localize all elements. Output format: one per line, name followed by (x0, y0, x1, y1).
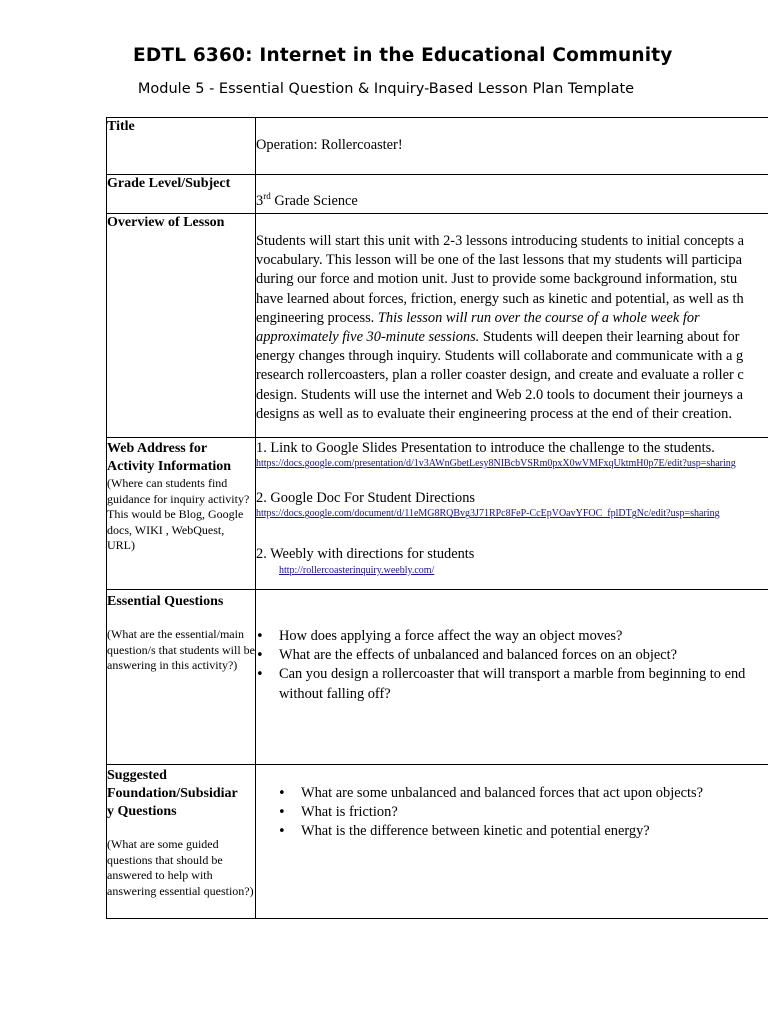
row-label-essential: Essential Questions (107, 594, 224, 609)
value-cell (256, 214, 768, 438)
label-cell (107, 118, 256, 175)
weebly-link[interactable]: http://rollercoasterinquiry.weebly.com/ (279, 564, 435, 576)
google-doc-link[interactable]: https://docs.google.com/document/d/11eMG8RQBvg3J71RPc8FeP-CcEpVOavYFOC_fplDTgNc/edit?usp=sharing (256, 508, 720, 520)
foundation-question: • What is the difference between kinetic and potential energy? (278, 822, 768, 841)
essential-question (256, 665, 768, 703)
essential-question: • How does applying a force affect the way an object moves? (256, 627, 768, 646)
row-label-grade: Grade Level/Subject (107, 176, 231, 191)
document-title: EDTL 6360: Internet in the Educational Community (133, 45, 673, 66)
label-cell (107, 590, 256, 765)
overview-line (256, 328, 768, 347)
value-cell (256, 438, 768, 590)
row-label-overview: Overview of Lesson (107, 215, 225, 230)
overview-line: have learned about forces, friction, energy such as kinetic and potential, as well as th (256, 290, 744, 307)
overview-line: vocabulary. This lesson will be one of the last lessons that my students will participa (256, 252, 742, 269)
overview-line: design. Students will use the internet and Web 2.0 tools to document their journeys a (256, 386, 743, 403)
label-cell (107, 175, 256, 214)
foundation-question: • What is friction? (278, 803, 768, 822)
grade-number: 3 (256, 193, 264, 209)
row-foundation-questions (107, 765, 768, 919)
value-cell (256, 590, 768, 765)
label-cell (107, 438, 256, 590)
overview-segment: engineering process. (256, 309, 378, 326)
question-line: Can you design a rollercoaster that will transport a marble from beginning to end (279, 666, 746, 683)
row-essential-questions (107, 590, 768, 765)
row-web-address (107, 438, 768, 590)
lesson-plan-table (106, 117, 768, 919)
value-cell (256, 175, 768, 214)
row-hint-essential: (What are the essential/main question/s that students will be answering in this activity?) (107, 627, 255, 672)
overview-line (256, 309, 768, 328)
overview-line: Students will start this unit with 2-3 lessons introducing students to initial concepts a (256, 233, 745, 249)
overview-segment: Students will deepen their learning about for (479, 329, 740, 346)
row-grade (107, 175, 768, 214)
row-hint-foundation: (What are some guided questions that should be answered to help with answering essential question?) (107, 837, 254, 898)
lesson-title: Operation: Rollercoaster! (256, 137, 403, 153)
grade-subject (256, 192, 768, 211)
overview-italic-segment: approximately five 30-minute sessions. (256, 329, 480, 346)
foundation-question: • What are some unbalanced and balanced forces that act upon objects? (278, 784, 768, 803)
overview-line: research rollercoasters, plan a roller coaster design, and create and evaluate a roller c (256, 367, 744, 384)
label-cell (107, 214, 256, 438)
web-item-text: 2. Weebly with directions for students (256, 546, 475, 563)
overview-text (256, 232, 768, 424)
overview-italic-segment: This lesson will run over the course of a whole week for (377, 309, 700, 326)
label-cell (107, 765, 256, 919)
row-hint-web-address: (Where can students find guidance for inquiry activity? This would be Blog, Google docs, WIKI , WebQuest, URL) (107, 476, 250, 552)
value-cell (256, 118, 768, 175)
overview-line: during our force and motion unit. Just to provide some background information, stu (256, 271, 738, 288)
foundation-question-list (256, 784, 768, 842)
row-label-web-address: Web Address for Activity Information (107, 441, 232, 474)
row-title (107, 118, 768, 175)
question-line: without falling off? (279, 685, 391, 702)
subject-text: Grade Science (274, 193, 358, 209)
document-subtitle: Module 5 - Essential Question & Inquiry-Based Lesson Plan Template (137, 81, 635, 97)
overview-line: energy changes through inquiry. Students will collaborate and communicate with a g (256, 348, 744, 365)
row-overview (107, 214, 768, 438)
web-item-text: 2. Google Doc For Student Directions (256, 490, 476, 507)
value-cell (256, 765, 768, 919)
row-label-foundation: Suggested Foundation/Subsidiar y Questions (107, 768, 238, 819)
grade-suffix: rd (263, 191, 271, 201)
row-label-title: Title (107, 119, 135, 134)
web-item-text: 1. Link to Google Slides Presentation to introduce the challenge to the students. (256, 440, 715, 456)
overview-line: designs as well as to evaluate their engineering process at the end of their creation. (256, 405, 732, 422)
google-slides-link[interactable]: https://docs.google.com/presentation/d/1v3AWnGbetLesy8NIBcbVSRm0pxX0wVMFxqUktmH0p7E/edit?usp=sharing (256, 458, 736, 470)
essential-question-list (256, 627, 768, 704)
essential-question: • What are the effects of unbalanced and balanced forces on an object? (256, 646, 768, 665)
